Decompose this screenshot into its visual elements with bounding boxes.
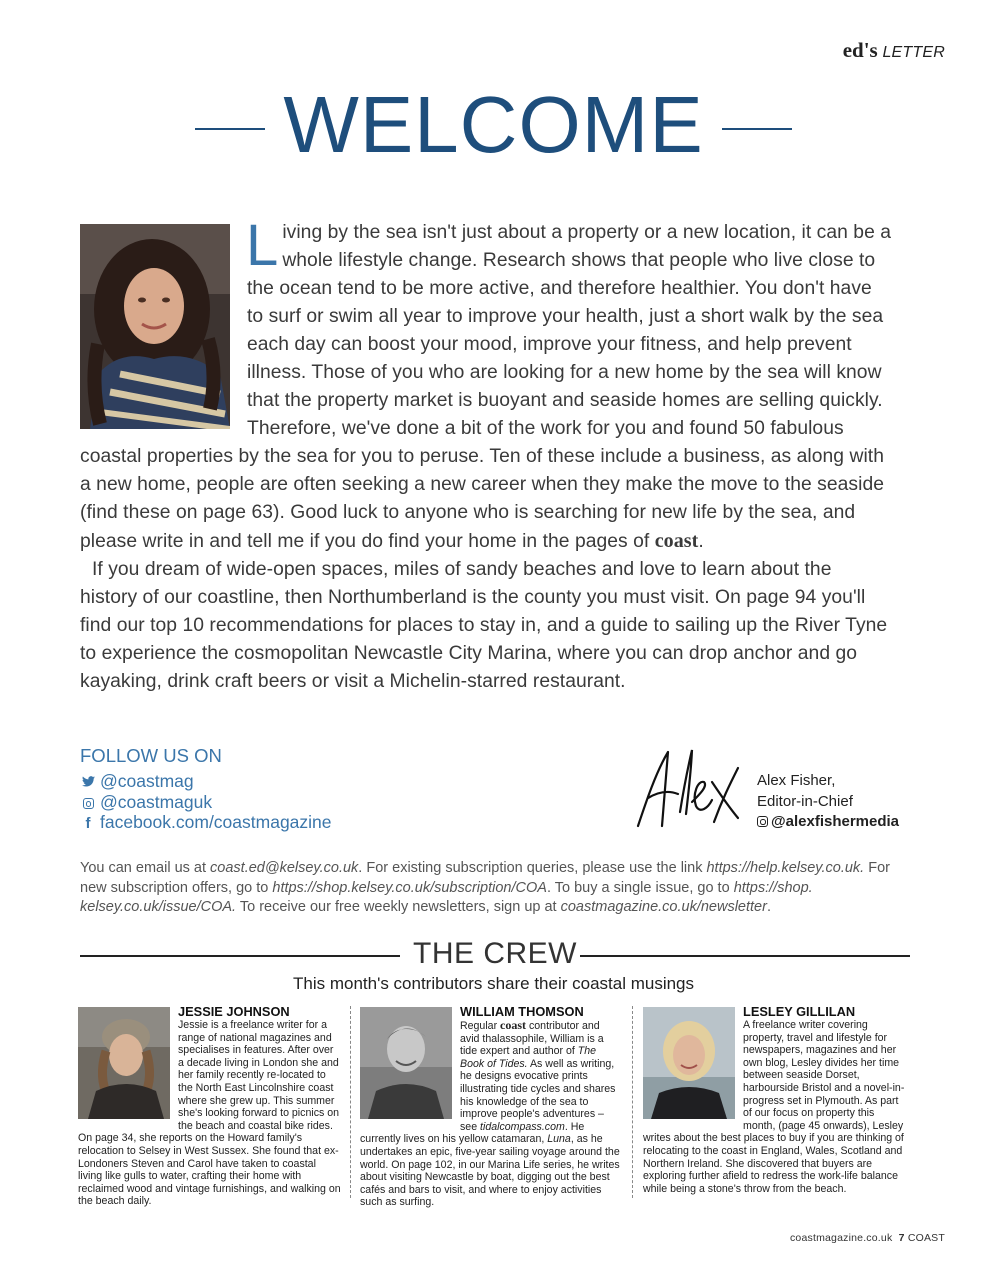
page-title-text: WELCOME <box>283 80 704 169</box>
contributor-photo-lesley <box>643 1007 735 1119</box>
newsletter-link[interactable]: coastmagazine.co.uk/newsletter <box>560 899 767 915</box>
website-link[interactable]: tidalcompass.com <box>480 1120 565 1133</box>
crew-title: THE CREW <box>413 937 577 970</box>
contact-text: You can email us at <box>80 860 211 876</box>
boat-name: Luna <box>547 1133 571 1146</box>
contributor-name-william: WILLIAM THOMSON <box>460 1004 584 1019</box>
letter-p1-end: . <box>698 531 704 552</box>
contact-info <box>80 859 910 918</box>
contributor-photo-william <box>360 1007 452 1119</box>
page-footer <box>790 1232 945 1244</box>
crew-header <box>80 937 910 973</box>
section-label <box>843 38 945 63</box>
subscription-link[interactable]: https://shop.kelsey.co.uk/subscription/COA <box>272 879 547 896</box>
help-link[interactable]: https://help.kelsey.co.uk. <box>706 860 865 876</box>
contributor-name-jessie: JESSIE JOHNSON <box>178 1004 290 1019</box>
contact-text: . <box>766 899 771 915</box>
brand-name: coast <box>654 530 699 552</box>
column-divider <box>350 1006 351 1198</box>
letter-paragraph-2: If you dream of wide-open spaces, miles of sandy beaches and love to learn about the history of our coastline, then Northumberland is the county you must visit. On page 94 you'll find our top 10 recommendations for places to stay in, and a guide to sailing up the River Tyne to experience the cosmopolitan Newcastle City Marina, where you can drop anchor and go kayaking, drink craft beers or visit a Michelin-starred restaurant. <box>80 559 888 692</box>
column-divider <box>632 1006 633 1198</box>
page-title <box>0 80 987 170</box>
contact-text: To receive our free weekly newsletters, sign up at <box>236 899 561 915</box>
crew-rule-right <box>580 955 910 957</box>
editor-letter <box>80 213 892 696</box>
title-rule-right <box>722 128 792 130</box>
brand-name: coast <box>500 1018 527 1032</box>
contributor-name-lesley: LESLEY GILLILAN <box>743 1004 856 1019</box>
contact-text: . For existing subscription queries, please use the link <box>358 860 707 876</box>
contributor-bio-lesley: A freelance writer covering property, travel and lifestyle for newspapers, magazines and her own blog, Lesley divides her time between seaside Dorset, harbourside Bristol and a novel-in-progress set in Plymouth. As part of our focus on property this month, (page 45 onwards), Lesley writes about the best places to buy if you are thinking of relocating to the coast in England, Wales, Scotland and Northern Ireland. She discovered that buyers are exploring further afield to redress the work-life balance while being a stone's throw from the beach. <box>643 1019 905 1195</box>
instagram-icon <box>80 795 96 811</box>
footer-magazine: COAST <box>907 1232 945 1244</box>
title-rule-left <box>195 128 265 130</box>
email-link[interactable]: coast.ed@kelsey.co.uk <box>210 860 359 876</box>
twitter-handle: @coastmag <box>100 771 194 791</box>
contact-text: . To buy a single issue, go to <box>546 879 734 896</box>
facebook-icon: f <box>85 815 91 832</box>
facebook-url: facebook.com/coastmagazine <box>100 812 332 832</box>
letter-p1-text: iving by the sea isn't just about a property or a new location, it can be a whole lifestyle change. Research shows that people who live close to the ocean tend to be more active, and therefore healthier. You don't have to surf or swim all year to improve your health, just a short walk by the sea each day can boost your mood, improve your fitness, and help prevent illness. Those of you who are looking for a new home by the sea will know that the property market is buoyant and seaside homes are selling quickly. Therefore, we've done a bit of the work for you and found 50 fabulous coastal properties by the sea for you to peruse. Ten of these include a business, as along with a new home, people are often seeking a new career when they make the move to the seaside (find these on page 63). Good luck to anyone who is searching for new life by the sea, and please write in and tell me if you do find your home in the pages of <box>80 222 892 552</box>
footer-site: coastmagazine.co.uk <box>789 1232 893 1244</box>
follow-title: FOLLOW US ON <box>80 745 222 766</box>
social-twitter[interactable] <box>80 771 194 792</box>
section-label-main: ed's <box>842 38 878 62</box>
instagram-handle: @coastmaguk <box>100 792 213 812</box>
editor-handle-text: @alexfishermedia <box>771 813 900 830</box>
contributor-bio-william: Regular coast contributor and avid thalassophile, William is a tide expert and author of The Book of Tides. As well as writing, he designs evocative prints illustrating tide cycles and shares his knowledge of the sea to improve people's adventures – see tidalcompass.com. He currently lives on his yellow catamaran, Luna, as he undertakes an epic, five-year sailing voyage around the world. On page 102, in our Marina Life series, he writes about visiting Newcastle by boat, digging out the best cafés and bars to visit, and where to enjoy activities such as surfing. <box>360 1018 620 1209</box>
crew-subtitle: This month's contributors share their coastal musings <box>292 974 695 993</box>
contact-text: For new subscription offers, go to <box>80 860 890 896</box>
contributor-lesley <box>643 1004 907 1195</box>
editor-name: Alex Fisher, <box>757 772 836 789</box>
editor-signature <box>628 742 748 832</box>
page-number: 7 <box>898 1232 905 1244</box>
book-title: The Book of Tides. <box>460 1045 597 1070</box>
editor-handle[interactable] <box>757 813 899 830</box>
contributor-william <box>360 1004 622 1209</box>
twitter-icon <box>80 774 96 790</box>
contributor-jessie <box>78 1004 342 1208</box>
instagram-icon <box>757 816 768 827</box>
social-instagram[interactable] <box>80 792 212 813</box>
contributor-bio-jessie: Jessie is a freelance writer for a range of national magazines and specialises in features. After over a decade living in London she and her family recently re-located to the North East Lincolnshire coast where she grew up. This summer she's looking forward to picnics on the beach and coastal bike rides. On page 34, she reports on the Howard family's relocation to Selsey in West Sussex. She found that ex-Londoners Steven and Carol have taken to coastal living like gulls to water, crafting their home with reclaimed wood and vintage furnishings, and walking on the beach daily. <box>78 1019 341 1208</box>
single-issue-link[interactable]: https://shop. kelsey.co.uk/issue/COA. <box>80 879 813 915</box>
contributor-photo-jessie <box>78 1007 170 1119</box>
editor-role: Editor-in-Chief <box>757 793 853 810</box>
drop-cap: L <box>246 213 279 278</box>
section-label-sub: LETTER <box>882 44 945 61</box>
letter-paragraph-1 <box>80 213 892 556</box>
social-facebook[interactable] <box>80 812 332 833</box>
photo-spacer <box>80 219 247 443</box>
